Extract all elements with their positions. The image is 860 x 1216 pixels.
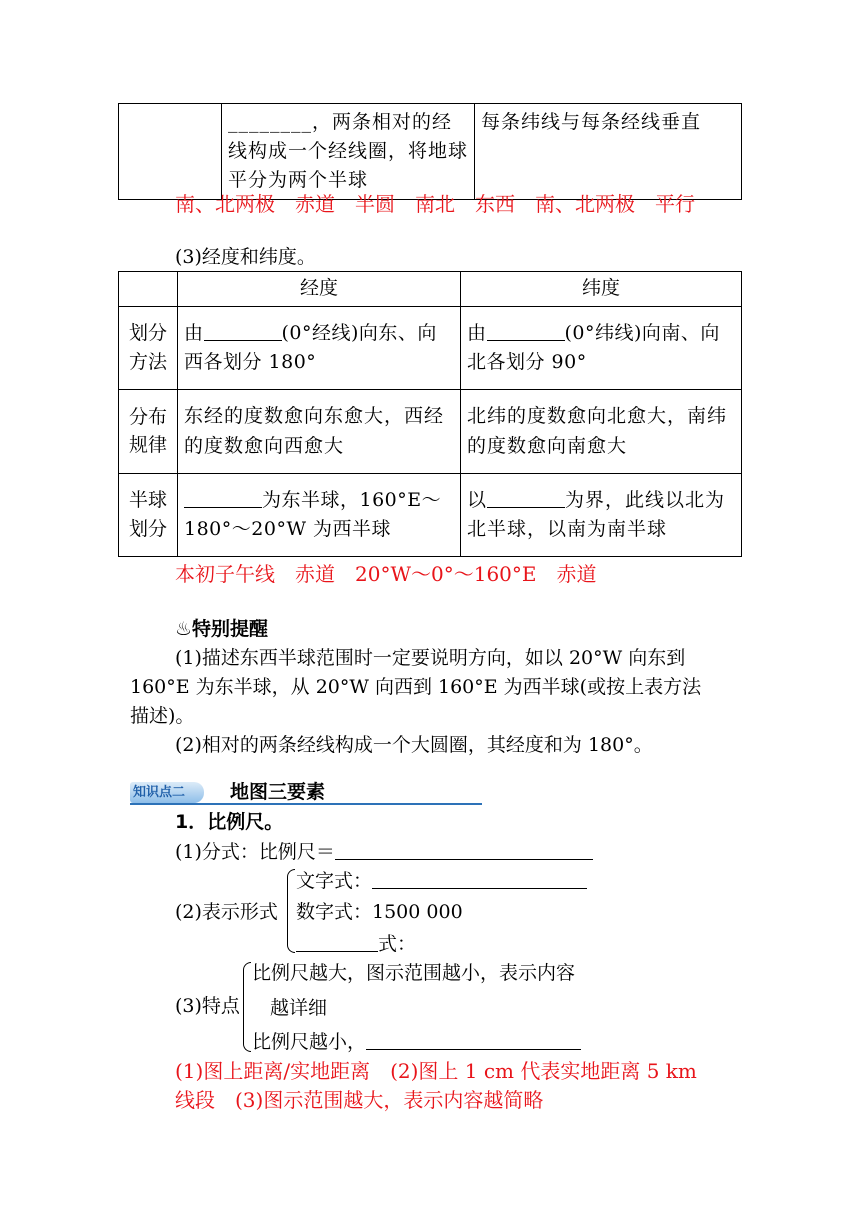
table-row [119, 307, 742, 390]
left-brace [287, 869, 295, 953]
blank-line [184, 488, 262, 508]
table-row [119, 390, 742, 474]
knowledge-point-title: 地图三要素 [230, 781, 326, 803]
reminder-text: 160°E 为东半球，从 20°W 向西到 160°E 为西半球(或按上表方法 [130, 676, 702, 698]
blank-line [335, 840, 593, 860]
blank-line [487, 321, 565, 341]
table-cell: 由 (0°经线)向东、向西各划分 180° [178, 307, 461, 390]
table-header-row [119, 272, 742, 307]
table-cell-corner [119, 272, 178, 307]
reminder-text: 描述)。 [130, 705, 195, 727]
form-number: 数字式：1500 000 [296, 901, 463, 923]
row-label: 半球划分 [119, 474, 178, 557]
table-row [119, 474, 742, 557]
knowledge-point-badge: 知识点二 [130, 782, 204, 803]
blank-line [296, 932, 378, 952]
header-longitude: 经度 [178, 272, 461, 307]
table-continued [118, 103, 742, 200]
answer-line: 本初子午线 赤道 20°W～0°～160°E 赤道 [175, 562, 597, 586]
table-cell: 为东半球，160°E～180°～20°W 为西半球 [178, 474, 461, 557]
forms-label: (2)表示形式 [175, 901, 278, 923]
reminder-text: (2)相对的两条经线构成一个大圆圈，其经度和为 180°。 [175, 734, 653, 756]
cell-text: ________，两条相对的经线构成一个经线圈，将地球平分为两个半球 [228, 111, 469, 191]
answer-line: (1)图上距离/实地距离 (2)图上 1 cm 代表实地距离 5 km [175, 1059, 697, 1083]
form-line: 式： [296, 932, 416, 956]
answer-line: 南、北两极 赤道 半圆 南北 东西 南、北两极 平行 [175, 192, 695, 216]
reminder-text: (1)描述东西半球范围时一定要说明方向，如以 20°W 向东到 [175, 647, 686, 669]
row-label: 分布规律 [119, 390, 178, 474]
table-cell: 由 (0°纬线)向南、向北各划分 90° [461, 307, 742, 390]
answer-line: 线段 (3)图示范围越大，表示内容越简略 [175, 1088, 544, 1112]
feature-text: 比例尺越大，图示范围越小，表示内容 [252, 962, 576, 984]
row-label: 划分方法 [119, 307, 178, 390]
section-title: (3)经度和纬度。 [175, 246, 316, 268]
blank-line [204, 321, 282, 341]
hot-spring-icon: ♨ [175, 618, 193, 640]
blank-line [372, 869, 587, 889]
reminder-heading: ♨特别提醒 [175, 618, 269, 640]
scale-formula: (1)分式：比例尺＝ [175, 840, 593, 864]
blank-line [487, 488, 565, 508]
table-row [119, 104, 742, 200]
table-cell: 以 为界，此线以北为北半球，以南为南半球 [461, 474, 742, 557]
features-label: (3)特点 [175, 995, 240, 1017]
feature-text: 比例尺越小， [252, 1030, 581, 1054]
table-cell: 北纬的度数愈向北愈大，南纬的度数愈向南愈大 [461, 390, 742, 474]
feature-text: 越详细 [270, 997, 328, 1019]
form-text: 文字式： [296, 869, 587, 893]
scale-heading: 1．比例尺。 [175, 811, 284, 833]
table-cell-right [475, 104, 742, 200]
cell-text: 每条纬线与每条经线垂直 [481, 111, 702, 133]
table-cell: 东经的度数愈向东愈大，西经的度数愈向西愈大 [178, 390, 461, 474]
table-cell-middle [222, 104, 475, 200]
blank-line [366, 1030, 581, 1050]
table-cell-empty [119, 104, 222, 200]
lon-lat-table [118, 271, 742, 557]
left-brace [243, 962, 251, 1052]
header-latitude: 纬度 [461, 272, 742, 307]
